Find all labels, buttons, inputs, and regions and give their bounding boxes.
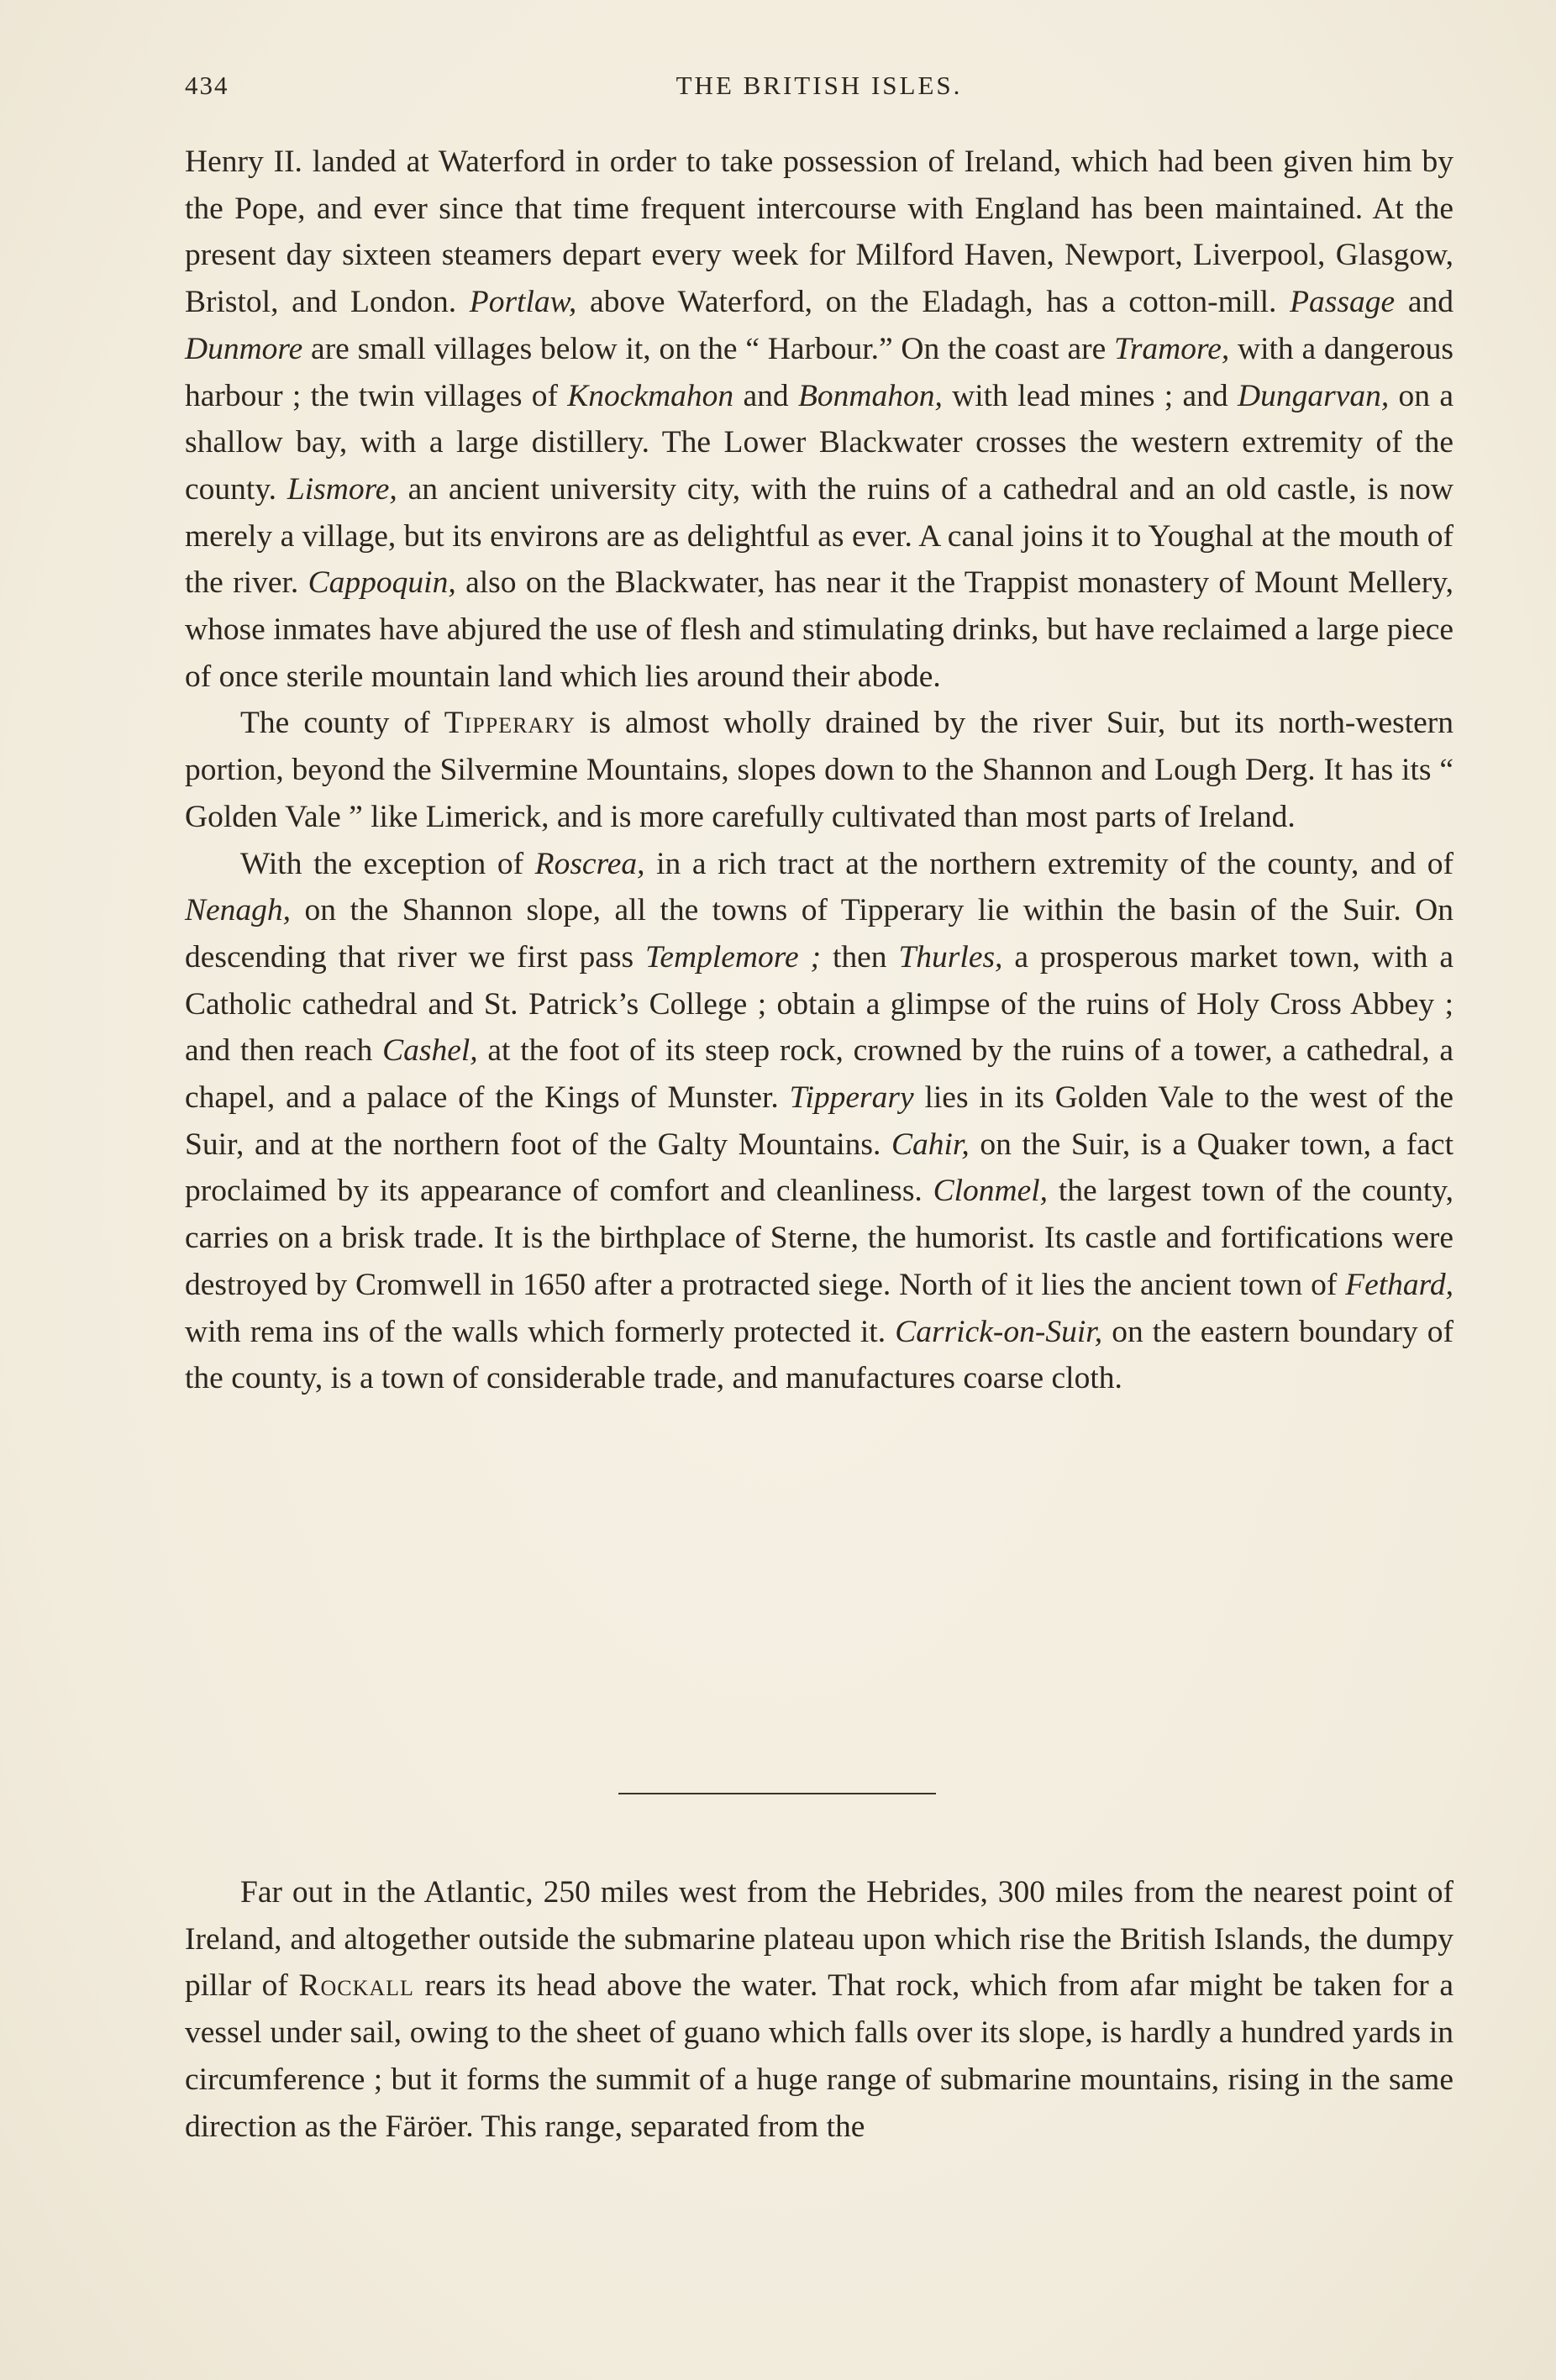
text-run: and bbox=[733, 378, 798, 413]
text-run: in a rich tract at the northern extremity of the county, and of bbox=[644, 846, 1453, 881]
small-caps-name: Rockall bbox=[298, 1968, 414, 2004]
text-run: at the foot of its steep rock, crowned by the ruins of a tower, a cathedral, a chapel, and a palace of the Kings of Munster. bbox=[185, 1033, 1453, 1116]
text-run: lies in its Golden Vale to the west of the Suir, and at the northern foot of the Galty Mountains. bbox=[185, 1080, 1453, 1162]
text-run: is almost wholly drained by the river Suir, but its north-western portion, beyond the Silvermine Mountains, slopes down to the Shannon and Lough Derg. It has its “ Golden Vale ” like Limerick, and is more carefully cultivated than most parts of Ireland. bbox=[185, 706, 1453, 834]
page-number: 434 bbox=[185, 71, 229, 100]
text-run: an ancient university city, with the ruins of a cathedral and an old castle, is now merely a village, but its environs are as delightful as ever. A canal joins it to Youghal at the mouth of the river. bbox=[185, 471, 1453, 601]
text-run: with lead mines ; and bbox=[942, 378, 1238, 413]
italic-place-name: Dunmore bbox=[185, 331, 303, 366]
page-header bbox=[185, 71, 1453, 104]
paragraph-rockall bbox=[185, 1869, 1453, 2150]
section-divider bbox=[618, 1793, 936, 1794]
text-run: a prosperous market town, with a Catholic cathedral and St. Patrick’s College ; obtain a glimpse of the ruins of Holy Cross Abbey ; and then reach bbox=[185, 939, 1453, 1069]
italic-place-name: Portlaw, bbox=[469, 285, 577, 320]
text-run: on the eastern boundary of the county, is a town of considerable trade, and manufactures coarse cloth. bbox=[185, 1314, 1453, 1396]
italic-place-name: Roscrea, bbox=[534, 846, 645, 881]
italic-place-name: Dungarvan, bbox=[1238, 378, 1390, 413]
text-run: with a dangerous harbour ; the twin villages of bbox=[185, 331, 1453, 413]
italic-place-name: Tramore, bbox=[1114, 331, 1230, 366]
italic-place-name: Cahir, bbox=[891, 1127, 970, 1162]
section-rockall bbox=[185, 1869, 1453, 2150]
paragraph-tipperary-towns bbox=[185, 841, 1453, 1402]
text-run: Far out in the Atlantic, 250 miles west from the Hebrides, 300 miles from the nearest point of Ireland, and altogether outside the submarine plateau upon which rise the British Islands, the dumpy pillar of bbox=[185, 1875, 1453, 2004]
paragraph-tipperary-county bbox=[185, 700, 1453, 840]
italic-place-name: Tipperary bbox=[789, 1080, 914, 1116]
text-run: on a shallow bay, with a large distillery. The Lower Blackwater crosses the western extremity of the county. bbox=[185, 378, 1453, 507]
running-title: THE BRITISH ISLES. bbox=[675, 71, 963, 100]
italic-place-name: Clonmel, bbox=[933, 1174, 1049, 1209]
text-run: The county of bbox=[240, 706, 444, 741]
section-waterford-tipperary bbox=[185, 139, 1453, 1402]
text-run: on the Shannon slope, all the towns of Tipperary lie within the basin of the Suir. On descending that river we first pass bbox=[185, 893, 1453, 975]
text-run: above Waterford, on the Eladagh, has a cotton-mill. bbox=[576, 285, 1291, 320]
italic-place-name: Fethard, bbox=[1345, 1267, 1453, 1302]
text-run: on the Suir, is a Quaker town, a fact proclaimed by its appearance of comfort and cleanliness. bbox=[185, 1127, 1453, 1209]
text-run: Henry II. landed at Waterford in order to take possession of Ireland, which had been given him by the Pope, and ever since that time frequent intercourse with England has been maintained. At the present day sixteen steamers depart every week for Milford Haven, Newport, Liverpool, Glasgow, Bristol, and London. bbox=[185, 144, 1453, 320]
italic-place-name: Knockmahon bbox=[567, 378, 734, 413]
italic-place-name: Templemore ; bbox=[644, 939, 822, 975]
italic-place-name: Carrick-on-Suir, bbox=[895, 1314, 1103, 1349]
text-run: then bbox=[821, 939, 899, 975]
text-run: With the exception of bbox=[240, 846, 535, 881]
text-run: are small villages below it, on the “ Harbour.” On the coast are bbox=[302, 331, 1115, 366]
text-run: and bbox=[1395, 285, 1453, 320]
text-run: the largest town of the county, carries on a brisk trade. It is the birthplace of Sterne, the humorist. Its castle and fortifications were destroyed by Cromwell in 1650 after a protracted siege. North of it lies the ancient town of bbox=[185, 1174, 1453, 1302]
italic-place-name: Thurles, bbox=[898, 939, 1003, 975]
small-caps-name: Tipperary bbox=[444, 706, 576, 741]
text-run: rears its head above the water. That rock, which from afar might be taken for a vessel under sail, owing to the sheet of guano which falls over its slope, is hardly a hundred yards in circumference ; but it forms the summit of a huge range of submarine mountains, rising in the same direction as the Färöer. This range, separated from the bbox=[185, 1968, 1453, 2144]
italic-place-name: Lismore, bbox=[286, 471, 397, 507]
italic-place-name: Bonmahon, bbox=[797, 378, 943, 413]
text-run: also on the Blackwater, has near it the Trappist monastery of Mount Mellery, whose inmates have abjured the use of flesh and stimulating drinks, but have reclaimed a large piece of once sterile mountain land which lies around their abode. bbox=[185, 565, 1453, 694]
text-run: with rema ins of the walls which formerly protected it. bbox=[185, 1314, 896, 1349]
italic-place-name: Cappoquin, bbox=[308, 565, 456, 601]
paragraph-waterford bbox=[185, 139, 1453, 700]
italic-place-name: Nenagh, bbox=[185, 893, 292, 928]
italic-place-name: Passage bbox=[1290, 285, 1396, 320]
italic-place-name: Cashel, bbox=[382, 1033, 478, 1069]
